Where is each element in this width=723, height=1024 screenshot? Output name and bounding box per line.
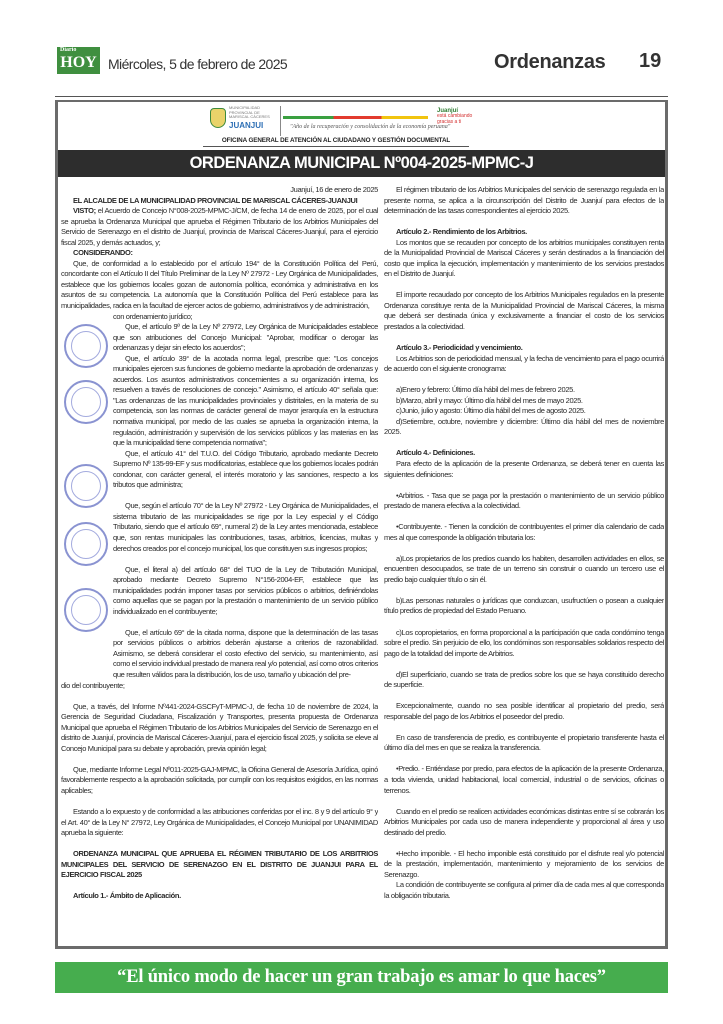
paragraph-text: d)El superficiario, cuando se trata de predios sobre los que se haya constituido derecho de superficie. bbox=[384, 669, 664, 690]
paragraph-text: Que, el artículo 41° del T.U.O. del Código Tributario, aprobado mediante Decreto Supremo Nº 135-99-EF y sus modificatorias, establece que los gobiernos locales podrán condonar, con carácter general, el interés moratorio y las sanciones, respecto a los tributos que administra; bbox=[113, 448, 378, 490]
paragraph bbox=[61, 259, 378, 312]
paragraph-text: Artículo 2.- Rendimiento de los Arbitrios. bbox=[396, 227, 527, 237]
paragraph bbox=[61, 501, 378, 554]
paragraph-text: Para efecto de la aplicación de la presente Ordenanza, se deberá tener en cuenta las siguientes definiciones: bbox=[384, 458, 664, 479]
brand-name: Juanjuí bbox=[437, 108, 459, 114]
municipality-label bbox=[229, 106, 277, 130]
paragraph bbox=[384, 880, 664, 901]
paragraph bbox=[384, 185, 664, 217]
paragraph-text: Artículo 4.- Definiciones. bbox=[396, 448, 475, 458]
paragraph-text: Que, el artículo 69° de la citada norma, dispone que la determinación de las tasas por servicios públicos o arbitrios deberán ajustarse a criterios de razonabilidad. Asimismo, se deberá considerar el costo efectivo del servicio, su mantenimiento, así como el servicio individual prestado de manera real y/o potencial, así como otros criterios que resulten válidos para la distribución, los de uso, tamaño y ubicación del pre- bbox=[113, 627, 378, 680]
paragraph-text: con ordenamiento jurídico; bbox=[113, 311, 193, 321]
paragraph bbox=[61, 322, 378, 354]
paragraph-text: Los montos que se recauden por concepto de los arbitrios municipales constituyen renta de la Municipalidad Provincial de Mariscal Cáceres y serán destinados a la financiación del costo que implica la ejecución, implementación y mantenimiento de los servicios prestados en el Distrito de Juanjuí. bbox=[384, 237, 664, 279]
paragraph bbox=[384, 448, 664, 459]
left-column bbox=[61, 185, 378, 945]
paragraph-text: El importe recaudado por concepto de los Arbitrios Municipales regulados en la presente Ordenanza constituye renta de la Municipalidad Provincial de Mariscal Cáceres, la misma que deberá ser destinada única y exclusivamente a financiar el costo de los servicios prestados a la colectividad. bbox=[384, 290, 664, 332]
paragraph bbox=[384, 596, 664, 617]
paragraph-text: Artículo 3.- Periodicidad y vencimiento. bbox=[396, 343, 523, 353]
section-title: Ordenanzas bbox=[494, 51, 606, 73]
paragraph-text: En caso de transferencia de predio, es contribuyente el propietario transferente hasta el último día del mes en que se realiza la transferencia. bbox=[384, 732, 664, 753]
paragraph bbox=[61, 312, 378, 323]
notice-header bbox=[58, 102, 665, 150]
paragraph bbox=[384, 733, 664, 754]
paragraph-text: •Hecho imponible. - El hecho imponible está constituido por el disfrute real y/o potencial de la prestación, implementación, mantenimiento y mejoramiento de los servicios de Serenazgo. bbox=[384, 848, 664, 879]
paragraph bbox=[384, 491, 664, 512]
paragraph-text: CONSIDERANDO: bbox=[73, 248, 133, 258]
paragraph bbox=[61, 849, 378, 881]
right-column bbox=[384, 185, 664, 945]
paragraph-text: b)Marzo, abril y mayo: Último día hábil del mes de mayo 2025. bbox=[396, 395, 583, 405]
paragraph-text: Que, de conformidad a lo establecido por el artículo 194° de la Constitución Política del Perú, concordante con el Artículo II del Título Preliminar de la Ley Nº 27972 - Ley Orgánica de Municipalidades, establece que los gobiernos locales gozan de autonomía política, económica y administrativa en los asuntos de su competencia. La autonomía que la Constitución Política del Perú establece para las municipalidades, radica en la facultad de ejercer actos de gobierno, administrativos y de administración, bbox=[61, 258, 378, 311]
paragraph bbox=[384, 227, 664, 238]
paragraph-text: Estando a lo expuesto y de conformidad a las atribuciones conferidas por el inc. 8 y 9 del artículo 9° y el Art. 40° de la Ley N° 27972, Ley Orgánica de Municipalidades, el Concejo Municipal por UNANIMIDAD aprueba la siguiente: bbox=[61, 806, 378, 838]
logo-top-text: Diario bbox=[60, 47, 77, 53]
paragraph-text: Cuando en el predio se realicen actividades económicas distintas entre sí se cobrarán los Arbitrios Municipales por cada uso de manera independiente y proporcional al área y uso destinado del predio. bbox=[384, 806, 664, 837]
paragraph-text: el Acuerdo de Concejo N°008-2025-MPMC-J/CM, de fecha 14 de enero de 2025, por el cual se aprueba la Ordenanza Municipal que aprueba el Régimen Tributario de los Arbitrios Municipales del Servicio de Serenazgo en el distrito de Juanjuí, provincia de Mariscal Cáceres-Juanjuí, para el ejercicio fiscal 2025, y demás actuados, y; bbox=[61, 206, 378, 247]
paragraph bbox=[384, 670, 664, 691]
paragraph-text: Que, el artículo 9º de la Ley Nº 27972, Ley Orgánica de Municipalidades establece que son atribuciones del Concejo Municipal: "Aprobar, modificar o derogar las ordenanzas y dejar sin efecto los acuerdos"; bbox=[113, 322, 378, 353]
header-separator bbox=[280, 106, 281, 136]
paragraph bbox=[384, 554, 664, 586]
color-stripe bbox=[283, 116, 428, 119]
issue-date: Miércoles, 5 de febrero de 2025 bbox=[108, 56, 288, 72]
paragraph-text: Juanjuí, 16 de enero de 2025 bbox=[290, 185, 378, 194]
footer-quote-banner: “El único modo de hacer un gran trabajo es amar lo que haces” bbox=[55, 962, 668, 993]
paragraph-text: •Predio. - Entiéndase por predio, para efectos de la aplicación de la presente Ordenanza, a toda vivienda, unidad habitacional, local comercial, industrial o de servicios, oficinas o terrenos. bbox=[384, 764, 664, 795]
paragraph-text: ORDENANZA MUNICIPAL QUE APRUEBA EL RÉGIMEN TRIBUTARIO DE LOS ARBITRIOS MUNICIPALES DEL SERVICIO DE SERENAZGO EN EL DISTRITO DE JUANJUI PARA EL EJERCICIO FISCAL 2025 bbox=[61, 849, 378, 880]
paragraph-text: •Contribuyente. - Tienen la condición de contribuyentes el primer día calendario de cada mes al que corresponde la obligación tributaria los: bbox=[384, 522, 664, 542]
paragraph-text: Excepcionalmente, cuando no sea posible identificar al propietario del predio, será responsable del pago de los Arbitrios el poseedor del predio. bbox=[384, 701, 664, 721]
paragraph bbox=[61, 185, 378, 196]
paragraph bbox=[384, 406, 664, 417]
paragraph-text: Que, el artículo 39° de la acotada norma legal, prescribe que: "Los concejos municipales ejercen sus funciones de gobierno mediante la aprobación de ordenanzas y acuerdos. Los asuntos administrativos concernientes a su organización interna, los resuelven a través de resoluciones de concejo." Asimismo, el artículo 40° señala que: "Las ordenanzas de las municipalidades provinciales y distritales, en la materia de su competencia, son las normas de carácter general de mayor jerarquía en la estructura normativa municipal, por medio de las cuales se aprueba la organización interna, la regulación, administración y supervisión de los servicios públicos y las materias en las que la municipalidad tiene competencia normativa"; bbox=[113, 353, 378, 448]
paragraph bbox=[61, 354, 378, 449]
paragraph bbox=[384, 396, 664, 407]
paragraph-text: Que, según el artículo 70° de la Ley Nº 27972 - Ley Orgánica de Municipalidades, el sistema tributario de las municipalidades se rige por la Ley especial y el Código Tributario, siendo que el artículo 69°, numeral 2) de la Ley antes mencionada, establece que, son rentas municipales las contribuciones, tasas, arbitrios, licencias, multas y derechos creados por el concejo municipal, los que constituyen sus ingresos propios; bbox=[113, 501, 378, 553]
paragraph-text: b)Las personas naturales o jurídicas que conduzcan, usufructúen o posean a cualquier título predios de propiedad del Estado Peruano. bbox=[384, 595, 664, 616]
paragraph-text: c)Junio, julio y agosto: Último día hábil del mes de agosto 2025. bbox=[396, 406, 586, 416]
paragraph-text: Artículo 1.- Ámbito de Aplicación. bbox=[73, 891, 181, 901]
paragraph bbox=[384, 764, 664, 796]
ordinance-title: ORDENANZA MUNICIPAL Nº004-2025-MPMC-J bbox=[58, 150, 665, 177]
paragraph bbox=[61, 248, 378, 259]
municipal-crest-icon bbox=[210, 108, 226, 128]
paragraph bbox=[384, 417, 664, 438]
municipality-name: JUANJUI bbox=[229, 120, 264, 130]
diario-hoy-logo bbox=[57, 47, 100, 74]
paragraph bbox=[384, 459, 664, 480]
paragraph-text: c)Los copropietarios, en forma proporcional a la participación que cada condómino tenga sobre el predio. Sin perjuicio de ello, los condóminos son responsables solidarios respecto del pago de la totalidad del importe de Arbitrios. bbox=[384, 627, 664, 658]
paragraph bbox=[61, 449, 378, 491]
paragraph bbox=[384, 354, 664, 375]
paragraph-text: d)Setiembre, octubre, noviembre y diciembre: Último día hábil del mes de noviembre 2025. bbox=[384, 416, 664, 437]
paragraph-lead: VISTO; bbox=[73, 206, 96, 216]
paragraph-text: a)Los propietarios de los predios cuando los habiten, desarrollen actividades en ellos, se encuentren desocupados, se trate de un terreno sin construir o cuando un tercero use el predio bajo cualquier título o sin él. bbox=[384, 553, 664, 584]
paragraph bbox=[61, 565, 378, 618]
paragraph-text: dio del contribuyente; bbox=[61, 680, 125, 690]
logo-main-text: HOY bbox=[60, 54, 97, 71]
ordinance-notice bbox=[55, 100, 668, 949]
paragraph-text: Que, el literal a) del artículo 68° del TUO de la Ley de Tributación Municipal, aprobado mediante Decreto Supremo N°156-2004-EF, establece que las municipalidades podrán imponer tasas por servicios públicos o arbitrios, definiéndolas como aquellas que se pagan por la prestación o mantenimiento de un servicio público individualizado en el contribuyente; bbox=[113, 564, 378, 616]
paragraph bbox=[384, 807, 664, 839]
paragraph-text: Que, mediante Informe Legal Nº011-2025-GAJ-MPMC, la Oficina General de Asesoría Jurídica, opinó favorablemente respecto a la aprobación solicitada, por cumplir con los requisitos exigidos, en las normas aplicables; bbox=[61, 764, 378, 795]
paragraph bbox=[384, 343, 664, 354]
paragraph-text: EL ALCALDE DE LA MUNICIPALIDAD PROVINCIAL DE MARISCAL CÁCERES-JUANJUI bbox=[73, 195, 358, 205]
office-name: OFICINA GENERAL DE ATENCIÓN AL CIUDADANO Y GESTIÓN DOCUMENTAL bbox=[203, 137, 469, 147]
paragraph bbox=[61, 196, 378, 207]
paragraph bbox=[384, 290, 664, 332]
paragraph-text: •Arbitrios. - Tasa que se paga por la prestación o mantenimiento de un servicio público prestado de manera efectiva a la colectividad. bbox=[384, 490, 664, 511]
paragraph bbox=[384, 522, 664, 543]
brand-slogan: está cambiando gracias a ti bbox=[437, 113, 473, 125]
paragraph bbox=[61, 807, 378, 839]
paragraph bbox=[61, 765, 378, 797]
paragraph bbox=[61, 206, 378, 248]
municipality-full-name: MUNICIPALIDAD PROVINCIAL DE MARISCAL CÁCERES bbox=[229, 105, 270, 119]
paragraph bbox=[61, 702, 378, 755]
paragraph bbox=[384, 701, 664, 722]
paragraph-text: Que, a través, del Informe Nº441-2024-GSCFyT-MPMC-J, de fecha 10 de noviembre de 2024, la Gerencia de Seguridad Ciudadana, Fiscalización y Transportes, presenta propuesta de Ordenanza Municipal que aprueba el Régimen Tributario de los Arbitrios Municipales del Servicio de Serenazgo en el distrito de Juanjuí, provincia de Mariscal Cáceres-Juanjuí, para el ejercicio fiscal 2025, y solicita se eleve al Concejo Municipal para su debate y aprobación, previa opinión legal; bbox=[61, 701, 378, 753]
paragraph-text: a)Enero y febrero: Último día hábil del mes de febrero 2025. bbox=[396, 385, 575, 395]
paragraph bbox=[384, 385, 664, 396]
juanjui-brand-logo bbox=[437, 108, 487, 125]
page-number: 19 bbox=[639, 50, 662, 72]
paragraph bbox=[384, 238, 664, 280]
paragraph-text: El régimen tributario de los Arbitrios Municipales del servicio de serenazgo regulada en la presente norma, se aplica a la circunscripción del Distrito de Juanjuí para efectos de la determinación de las tasas correspondientes al ejercicio 2025. bbox=[384, 185, 664, 216]
paragraph bbox=[384, 628, 664, 660]
paragraph bbox=[384, 849, 664, 881]
header-divider bbox=[55, 96, 668, 97]
year-motto: "Año de la recuperación y consolidación de la economía peruana" bbox=[290, 124, 451, 130]
paragraph bbox=[61, 681, 378, 692]
paragraph-text: Los Arbitrios son de periodicidad mensual, y la fecha de vencimiento para el pago ocurrirá de acuerdo con el siguiente cronograma: bbox=[384, 353, 664, 374]
paragraph-text: La condición de contribuyente se configura al primer día de cada mes al que corresponda la obligación tributaria. bbox=[384, 880, 664, 900]
paragraph bbox=[61, 628, 378, 681]
paragraph bbox=[61, 891, 378, 902]
